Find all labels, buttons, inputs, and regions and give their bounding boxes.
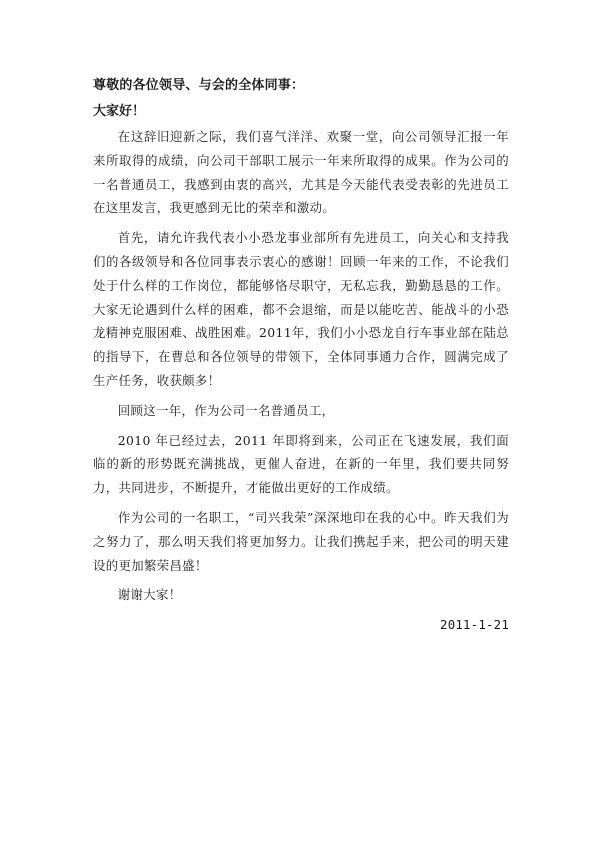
paragraph-review: 回顾这一年，作为公司一名普通员工，: [117, 402, 335, 418]
greeting: 大家好！: [93, 104, 146, 119]
letter-date: 2011-1-21: [440, 617, 509, 633]
paragraph-commitment: 作为公司的一名职工，“司兴我荣”深深地印在我的心中。昨天我们为之努力了，那么明天我们将更加努力。让我们携起手来，把公司的明天建设的更加繁荣昌盛！: [93, 509, 509, 573]
closing: 谢谢大家！: [117, 587, 182, 603]
paragraph-outlook: 2010 年已经过去，2011 年即将到来，公司正在飞速发展，我们面临的新的形势既充满挑战，更催人奋进，在新的一年里，我们要共同努力，共同进步，不断提升，才能做出更好的工作成绩。: [93, 432, 509, 496]
salutation: 尊敬的各位领导、与会的全体同事：: [93, 78, 305, 93]
paragraph-opening: 在这辞旧迎新之际，我们喜气洋洋、欢聚一堂，向公司领导汇报一年来所取得的成绩，向公司干部职工展示一年来所取得的成果。作为公司的一名普通员工，我感到由衷的高兴，尤其是今天能代表受表彰的先进员工在这里发言，我更感到无比的荣幸和激动。: [93, 129, 509, 216]
letter-page: [93, 73, 509, 637]
paragraph-thanks: 首先，请允许我代表小小恐龙事业部所有先进员工，向关心和支持我们的各级领导和各位同事表示衷心的感谢！回顾一年来的工作，不论我们处于什么样的工作岗位，都能够恪尽职守，无私忘我，勤勤恳恳的工作。大家无论遇到什么样的困难，都不会退缩，而是以能吃苦、能战斗的小恐龙精神克服困难、战胜困难。2011年，我们小小恐龙自行车事业部在陆总的指导下，在曹总和各位领导的带领下，全体同事通力合作，圆满完成了生产任务，收获颇多！: [93, 230, 509, 388]
